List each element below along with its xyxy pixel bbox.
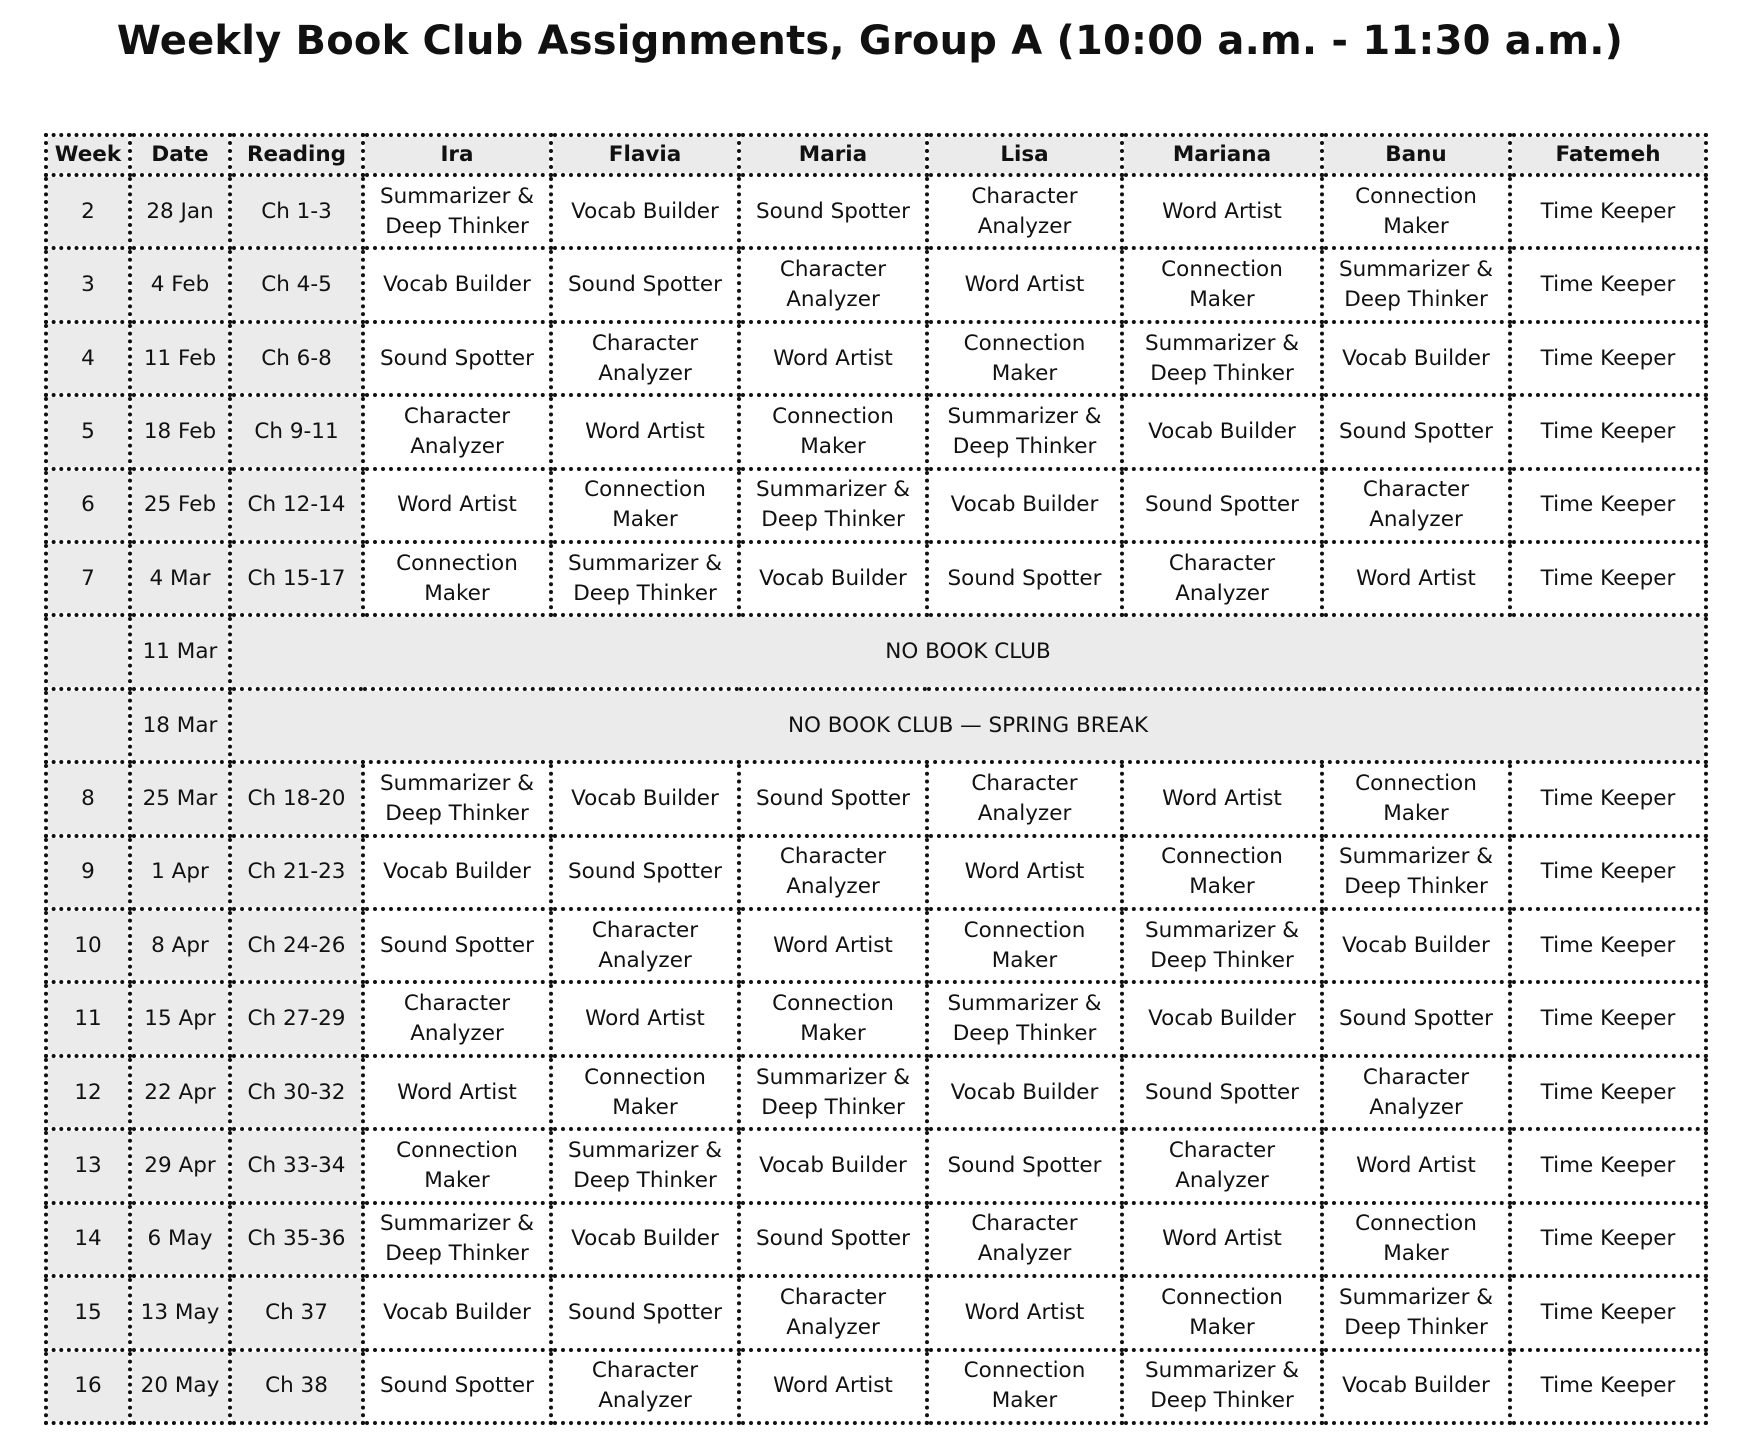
date-cell: 29 Apr xyxy=(130,1129,230,1202)
role-cell-flavia xyxy=(551,175,739,248)
role-cell-mariana xyxy=(1122,1276,1322,1349)
header-row xyxy=(46,135,1706,175)
role-cell-fatemeh xyxy=(1510,762,1706,835)
role-cell-flavia xyxy=(551,982,739,1055)
role-text: Summarizer & Deep Thinker xyxy=(947,403,1102,459)
role-cell-ira xyxy=(363,322,551,395)
role-cell-maria xyxy=(739,542,927,615)
week-cell: 11 xyxy=(46,982,130,1055)
role-cell-flavia xyxy=(551,542,739,615)
role-text: Connection Maker xyxy=(1161,257,1283,313)
date-cell: 18 Feb xyxy=(130,395,230,468)
week-cell xyxy=(46,689,130,762)
role-text: Word Artist xyxy=(1356,565,1476,591)
role-cell-banu xyxy=(1322,1203,1510,1276)
date-cell: 15 Apr xyxy=(130,982,230,1055)
role-cell-lisa xyxy=(927,762,1122,835)
role-text: Vocab Builder xyxy=(1342,345,1490,371)
role-cell-ira xyxy=(363,982,551,1055)
role-cell-mariana xyxy=(1122,1056,1322,1129)
role-cell-fatemeh xyxy=(1510,836,1706,909)
role-cell-maria xyxy=(739,1129,927,1202)
role-text: Word Artist xyxy=(964,859,1085,885)
table-row xyxy=(46,836,1706,909)
role-text: Word Artist xyxy=(964,1299,1085,1325)
role-cell-fatemeh xyxy=(1510,909,1706,982)
week-cell: 4 xyxy=(46,322,130,395)
role-text: Time Keeper xyxy=(1540,932,1676,958)
role-text: Vocab Builder xyxy=(383,1299,531,1325)
role-cell-flavia xyxy=(551,762,739,835)
role-cell-banu xyxy=(1322,469,1510,542)
role-text: Word Artist xyxy=(773,345,893,371)
role-text: Connection Maker xyxy=(584,1064,706,1120)
role-text: Summarizer & Deep Thinker xyxy=(1338,1284,1494,1340)
role-cell-banu xyxy=(1322,395,1510,468)
role-text: Vocab Builder xyxy=(1148,418,1296,444)
column-header-mariana: Mariana xyxy=(1122,135,1322,175)
role-text: Sound Spotter xyxy=(756,785,910,811)
role-text: Time Keeper xyxy=(1540,565,1676,591)
role-text: Character Analyzer xyxy=(971,770,1078,826)
role-cell-ira xyxy=(363,836,551,909)
week-cell: 15 xyxy=(46,1276,130,1349)
week-cell: 16 xyxy=(46,1350,130,1424)
role-cell-fatemeh xyxy=(1510,175,1706,248)
role-text: Vocab Builder xyxy=(1342,1373,1490,1399)
role-text: Sound Spotter xyxy=(380,932,534,958)
role-cell-banu xyxy=(1322,542,1510,615)
role-text: Connection Maker xyxy=(1355,183,1477,239)
role-text: Summarizer & Deep Thinker xyxy=(1338,257,1494,313)
role-text: Sound Spotter xyxy=(568,272,722,298)
role-cell-ira xyxy=(363,909,551,982)
role-text: Summarizer & Deep Thinker xyxy=(567,550,723,606)
role-text: Sound Spotter xyxy=(568,1299,722,1325)
column-header-ira: Ira xyxy=(363,135,551,175)
role-text: Summarizer & Deep Thinker xyxy=(379,183,535,239)
role-text: Character Analyzer xyxy=(591,917,699,973)
table-row xyxy=(46,689,1706,762)
role-cell-ira xyxy=(363,248,551,321)
role-text: Word Artist xyxy=(1356,1152,1476,1178)
role-text: Time Keeper xyxy=(1540,1079,1676,1105)
table-row xyxy=(46,1276,1706,1349)
role-cell-mariana xyxy=(1122,322,1322,395)
role-cell-maria xyxy=(739,248,927,321)
role-text: Character Analyzer xyxy=(1168,550,1276,606)
role-text: Vocab Builder xyxy=(1342,932,1490,958)
reading-cell: Ch 24-26 xyxy=(230,909,363,982)
role-text: Word Artist xyxy=(773,932,893,958)
role-cell-mariana xyxy=(1122,469,1322,542)
role-text: Character Analyzer xyxy=(591,1358,699,1414)
table-row xyxy=(46,909,1706,982)
role-cell-mariana xyxy=(1122,542,1322,615)
table-row xyxy=(46,175,1706,248)
role-text: Sound Spotter xyxy=(380,345,534,371)
week-cell: 5 xyxy=(46,395,130,468)
reading-cell: Ch 18-20 xyxy=(230,762,363,835)
role-text: Time Keeper xyxy=(1540,418,1676,444)
table-row xyxy=(46,1203,1706,1276)
role-text: Character Analyzer xyxy=(1168,1137,1276,1193)
week-cell: 14 xyxy=(46,1203,130,1276)
role-cell-maria xyxy=(739,909,927,982)
role-cell-flavia xyxy=(551,1056,739,1129)
role-cell-mariana xyxy=(1122,762,1322,835)
role-text: Word Artist xyxy=(397,492,517,518)
week-cell: 8 xyxy=(46,762,130,835)
role-cell-banu xyxy=(1322,836,1510,909)
date-cell: 25 Mar xyxy=(130,762,230,835)
role-cell-fatemeh xyxy=(1510,248,1706,321)
role-cell-fatemeh xyxy=(1510,1350,1706,1424)
role-text: Character Analyzer xyxy=(403,991,511,1047)
role-cell-ira xyxy=(363,1129,551,1202)
week-cell: 3 xyxy=(46,248,130,321)
role-cell-lisa xyxy=(927,1203,1122,1276)
role-text: Character Analyzer xyxy=(1362,1064,1470,1120)
table-row xyxy=(46,322,1706,395)
role-text: Sound Spotter xyxy=(380,1373,534,1399)
role-cell-mariana xyxy=(1122,836,1322,909)
role-cell-flavia xyxy=(551,836,739,909)
table-row xyxy=(46,395,1706,468)
role-cell-lisa xyxy=(927,982,1122,1055)
role-cell-fatemeh xyxy=(1510,1203,1706,1276)
role-text: Character Analyzer xyxy=(779,257,887,313)
role-text: Time Keeper xyxy=(1540,345,1676,371)
role-text: Word Artist xyxy=(397,1079,517,1105)
role-cell-maria xyxy=(739,322,927,395)
role-cell-fatemeh xyxy=(1510,322,1706,395)
reading-cell: Ch 21-23 xyxy=(230,836,363,909)
reading-cell: Ch 1-3 xyxy=(230,175,363,248)
role-text: Vocab Builder xyxy=(383,272,531,298)
date-cell: 18 Mar xyxy=(130,689,230,762)
role-text: Connection Maker xyxy=(1161,1284,1283,1340)
role-cell-mariana xyxy=(1122,982,1322,1055)
role-cell-mariana xyxy=(1122,395,1322,468)
role-text: Connection Maker xyxy=(1161,844,1283,900)
column-header-banu: Banu xyxy=(1322,135,1510,175)
role-cell-ira xyxy=(363,469,551,542)
role-text: Connection Maker xyxy=(1355,1211,1477,1267)
reading-cell: Ch 37 xyxy=(230,1276,363,1349)
role-cell-ira xyxy=(363,1203,551,1276)
week-cell: 12 xyxy=(46,1056,130,1129)
role-text: Time Keeper xyxy=(1540,1226,1676,1252)
role-text: Connection Maker xyxy=(584,477,706,533)
table-body xyxy=(46,175,1706,1423)
role-cell-lisa xyxy=(927,248,1122,321)
table-row xyxy=(46,1056,1706,1129)
date-cell: 4 Mar xyxy=(130,542,230,615)
role-cell-maria xyxy=(739,762,927,835)
role-cell-banu xyxy=(1322,248,1510,321)
reading-cell: Ch 27-29 xyxy=(230,982,363,1055)
role-text: Summarizer & Deep Thinker xyxy=(1144,917,1300,973)
date-cell: 28 Jan xyxy=(130,175,230,248)
role-cell-lisa xyxy=(927,322,1122,395)
table-row xyxy=(46,248,1706,321)
column-header-date: Date xyxy=(130,135,230,175)
role-text: Vocab Builder xyxy=(1148,1006,1296,1032)
role-text: Time Keeper xyxy=(1540,198,1676,224)
role-cell-fatemeh xyxy=(1510,1056,1706,1129)
role-cell-lisa xyxy=(927,175,1122,248)
role-text: Vocab Builder xyxy=(950,1079,1099,1105)
role-cell-banu xyxy=(1322,909,1510,982)
role-cell-lisa xyxy=(927,395,1122,468)
role-text: Sound Spotter xyxy=(1339,418,1493,444)
role-text: Word Artist xyxy=(964,272,1085,298)
role-text: Summarizer & Deep Thinker xyxy=(1144,1358,1300,1414)
table-row xyxy=(46,469,1706,542)
reading-cell: Ch 33-34 xyxy=(230,1129,363,1202)
role-text: Time Keeper xyxy=(1540,1299,1676,1325)
role-cell-lisa xyxy=(927,542,1122,615)
role-text: Vocab Builder xyxy=(571,198,719,224)
role-cell-flavia xyxy=(551,1129,739,1202)
role-cell-lisa xyxy=(927,469,1122,542)
role-text: Summarizer & Deep Thinker xyxy=(1144,330,1300,386)
date-cell: 25 Feb xyxy=(130,469,230,542)
role-text: Summarizer & Deep Thinker xyxy=(755,477,911,533)
role-text: Time Keeper xyxy=(1540,272,1676,298)
week-cell: 6 xyxy=(46,469,130,542)
date-cell: 22 Apr xyxy=(130,1056,230,1129)
role-text: Word Artist xyxy=(585,418,705,444)
column-header-flavia: Flavia xyxy=(551,135,739,175)
role-text: Summarizer & Deep Thinker xyxy=(947,991,1102,1047)
role-text: Sound Spotter xyxy=(756,1226,910,1252)
role-cell-mariana xyxy=(1122,248,1322,321)
column-header-week: Week xyxy=(46,135,130,175)
role-cell-lisa xyxy=(927,1129,1122,1202)
date-cell: 11 Mar xyxy=(130,615,230,688)
role-text: Character Analyzer xyxy=(971,183,1078,239)
role-text: Character Analyzer xyxy=(1362,477,1470,533)
role-cell-ira xyxy=(363,175,551,248)
role-text: Time Keeper xyxy=(1540,1152,1676,1178)
role-text: Sound Spotter xyxy=(568,859,722,885)
role-text: Connection Maker xyxy=(963,917,1086,973)
role-text: Summarizer & Deep Thinker xyxy=(379,770,535,826)
role-cell-ira xyxy=(363,1276,551,1349)
reading-cell: Ch 6-8 xyxy=(230,322,363,395)
role-cell-fatemeh xyxy=(1510,982,1706,1055)
table-row xyxy=(46,1129,1706,1202)
role-text: Sound Spotter xyxy=(947,1152,1102,1178)
date-cell: 20 May xyxy=(130,1350,230,1424)
reading-cell: Ch 15-17 xyxy=(230,542,363,615)
week-cell: 7 xyxy=(46,542,130,615)
role-cell-flavia xyxy=(551,469,739,542)
no-book-club-note: NO BOOK CLUB — SPRING BREAK xyxy=(230,689,1706,762)
no-book-club-note: NO BOOK CLUB xyxy=(230,615,1706,688)
role-cell-ira xyxy=(363,542,551,615)
role-cell-maria xyxy=(739,982,927,1055)
role-text: Time Keeper xyxy=(1540,1006,1676,1032)
table-row xyxy=(46,615,1706,688)
role-cell-mariana xyxy=(1122,909,1322,982)
date-cell: 8 Apr xyxy=(130,909,230,982)
role-cell-mariana xyxy=(1122,1203,1322,1276)
role-text: Connection Maker xyxy=(963,330,1086,386)
role-cell-maria xyxy=(739,175,927,248)
role-text: Sound Spotter xyxy=(947,565,1102,591)
assignment-table xyxy=(44,133,1708,1425)
role-text: Sound Spotter xyxy=(1145,492,1299,518)
role-text: Summarizer & Deep Thinker xyxy=(755,1064,911,1120)
role-text: Summarizer & Deep Thinker xyxy=(379,1211,535,1267)
role-cell-flavia xyxy=(551,909,739,982)
role-text: Connection Maker xyxy=(1355,770,1477,826)
role-text: Word Artist xyxy=(1162,1226,1282,1252)
role-text: Sound Spotter xyxy=(756,198,910,224)
role-cell-flavia xyxy=(551,1350,739,1424)
role-cell-flavia xyxy=(551,395,739,468)
date-cell: 1 Apr xyxy=(130,836,230,909)
role-cell-banu xyxy=(1322,762,1510,835)
date-cell: 11 Feb xyxy=(130,322,230,395)
role-cell-maria xyxy=(739,1056,927,1129)
role-cell-mariana xyxy=(1122,1350,1322,1424)
role-text: Sound Spotter xyxy=(1339,1006,1493,1032)
week-cell: 9 xyxy=(46,836,130,909)
reading-cell: Ch 30-32 xyxy=(230,1056,363,1129)
role-cell-maria xyxy=(739,1276,927,1349)
role-cell-fatemeh xyxy=(1510,1129,1706,1202)
role-text: Vocab Builder xyxy=(759,1152,907,1178)
role-text: Vocab Builder xyxy=(383,859,531,885)
role-text: Word Artist xyxy=(773,1373,893,1399)
reading-cell: Ch 38 xyxy=(230,1350,363,1424)
role-cell-maria xyxy=(739,395,927,468)
role-cell-banu xyxy=(1322,982,1510,1055)
page-title: Weekly Book Club Assignments, Group A (10:00 a.m. - 11:30 a.m.) xyxy=(116,18,1624,64)
role-cell-mariana xyxy=(1122,175,1322,248)
role-cell-maria xyxy=(739,836,927,909)
role-cell-lisa xyxy=(927,1056,1122,1129)
role-text: Time Keeper xyxy=(1540,859,1676,885)
week-cell: 2 xyxy=(46,175,130,248)
role-text: Connection Maker xyxy=(772,991,894,1047)
role-cell-fatemeh xyxy=(1510,469,1706,542)
week-cell: 10 xyxy=(46,909,130,982)
role-text: Character Analyzer xyxy=(591,330,699,386)
table-row xyxy=(46,982,1706,1055)
column-header-reading: Reading xyxy=(230,135,363,175)
role-cell-flavia xyxy=(551,248,739,321)
table-row xyxy=(46,1350,1706,1424)
role-cell-banu xyxy=(1322,1276,1510,1349)
role-cell-fatemeh xyxy=(1510,1276,1706,1349)
role-text: Time Keeper xyxy=(1540,492,1676,518)
reading-cell: Ch 9-11 xyxy=(230,395,363,468)
role-text: Character Analyzer xyxy=(779,1284,887,1340)
role-cell-flavia xyxy=(551,1203,739,1276)
role-cell-ira xyxy=(363,1056,551,1129)
role-text: Connection Maker xyxy=(396,1137,518,1193)
role-cell-maria xyxy=(739,1350,927,1424)
week-cell xyxy=(46,615,130,688)
role-text: Connection Maker xyxy=(396,550,518,606)
role-cell-flavia xyxy=(551,1276,739,1349)
role-cell-mariana xyxy=(1122,1129,1322,1202)
role-cell-fatemeh xyxy=(1510,395,1706,468)
reading-cell: Ch 35-36 xyxy=(230,1203,363,1276)
role-cell-ira xyxy=(363,395,551,468)
role-text: Connection Maker xyxy=(772,403,894,459)
role-text: Word Artist xyxy=(585,1006,705,1032)
reading-cell: Ch 12-14 xyxy=(230,469,363,542)
role-text: Connection Maker xyxy=(963,1358,1086,1414)
table-row xyxy=(46,762,1706,835)
role-cell-maria xyxy=(739,469,927,542)
date-cell: 4 Feb xyxy=(130,248,230,321)
reading-cell: Ch 4-5 xyxy=(230,248,363,321)
role-cell-ira xyxy=(363,1350,551,1424)
role-text: Vocab Builder xyxy=(571,785,719,811)
role-cell-lisa xyxy=(927,836,1122,909)
role-cell-lisa xyxy=(927,1276,1122,1349)
role-text: Vocab Builder xyxy=(950,492,1099,518)
role-cell-lisa xyxy=(927,1350,1122,1424)
role-text: Vocab Builder xyxy=(571,1226,719,1252)
week-cell: 13 xyxy=(46,1129,130,1202)
role-cell-banu xyxy=(1322,175,1510,248)
column-header-lisa: Lisa xyxy=(927,135,1122,175)
column-header-fatemeh: Fatemeh xyxy=(1510,135,1706,175)
role-text: Vocab Builder xyxy=(759,565,907,591)
role-cell-banu xyxy=(1322,1056,1510,1129)
role-text: Time Keeper xyxy=(1540,1373,1676,1399)
role-text: Character Analyzer xyxy=(971,1211,1078,1267)
role-cell-flavia xyxy=(551,322,739,395)
role-text: Character Analyzer xyxy=(403,403,511,459)
role-cell-maria xyxy=(739,1203,927,1276)
role-text: Summarizer & Deep Thinker xyxy=(1338,844,1494,900)
table-row xyxy=(46,542,1706,615)
role-text: Character Analyzer xyxy=(779,844,887,900)
role-text: Summarizer & Deep Thinker xyxy=(567,1137,723,1193)
role-text: Word Artist xyxy=(1162,198,1282,224)
role-cell-banu xyxy=(1322,322,1510,395)
role-cell-lisa xyxy=(927,909,1122,982)
role-cell-banu xyxy=(1322,1350,1510,1424)
role-cell-fatemeh xyxy=(1510,542,1706,615)
role-text: Sound Spotter xyxy=(1145,1079,1299,1105)
role-cell-ira xyxy=(363,762,551,835)
column-header-maria: Maria xyxy=(739,135,927,175)
role-cell-banu xyxy=(1322,1129,1510,1202)
role-text: Time Keeper xyxy=(1540,785,1676,811)
date-cell: 6 May xyxy=(130,1203,230,1276)
role-text: Word Artist xyxy=(1162,785,1282,811)
date-cell: 13 May xyxy=(130,1276,230,1349)
